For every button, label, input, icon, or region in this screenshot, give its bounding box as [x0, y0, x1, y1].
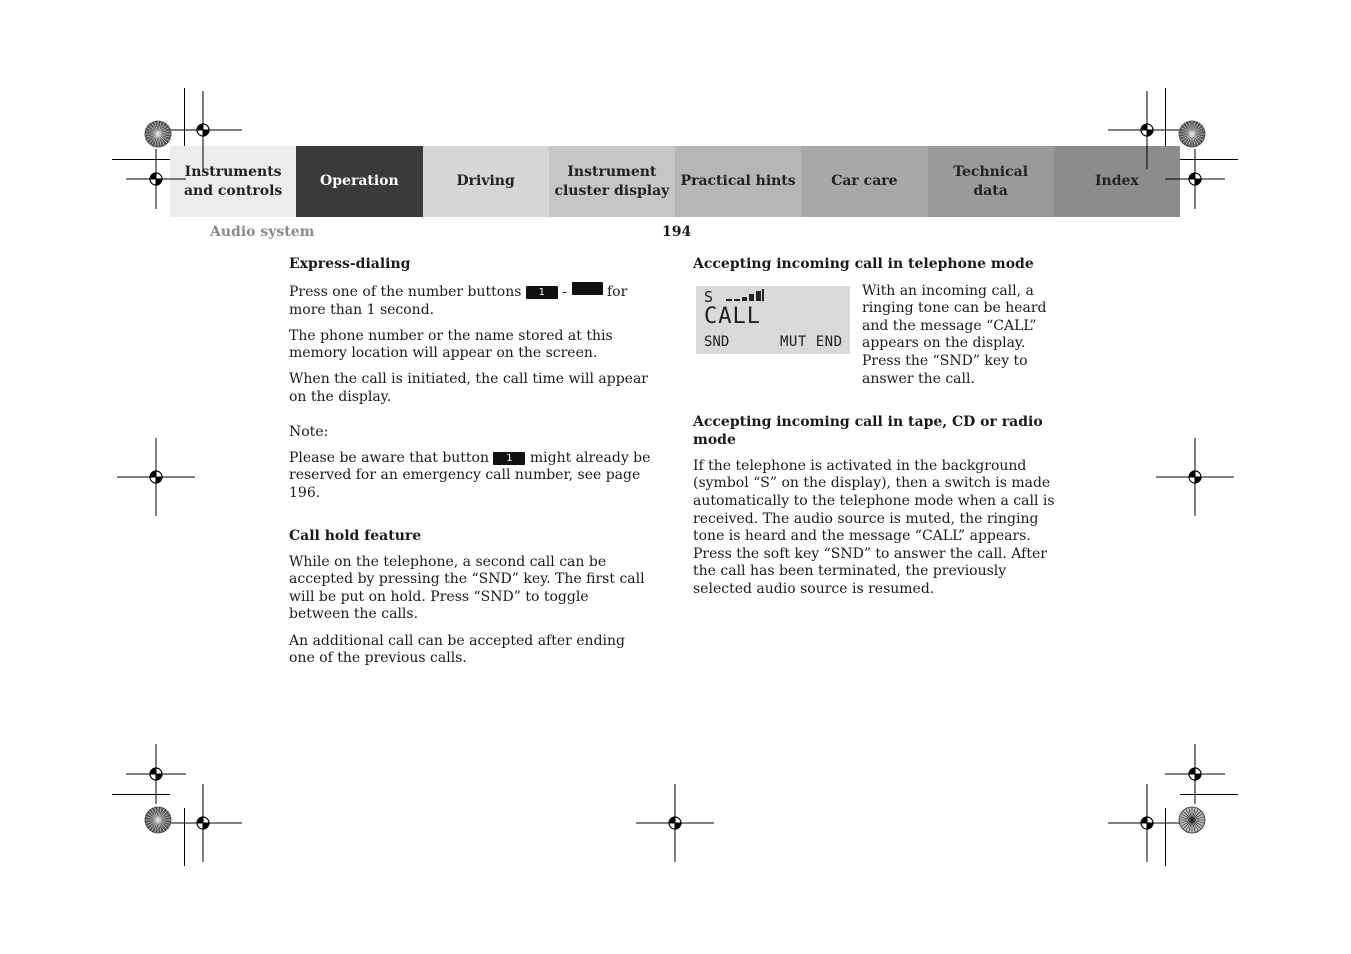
- number-key-last: [572, 282, 603, 295]
- page-number: 194: [662, 224, 692, 240]
- note-text-after: might already be reserved for an emergency call number, see page 196.: [289, 449, 651, 501]
- chapter-tabs: [170, 146, 1180, 217]
- express-dialing-heading: Express-dialing: [289, 256, 411, 272]
- tape-mode-heading: Accepting incoming call in tape, CD or radio mode: [693, 414, 1043, 448]
- note-text-before: Please be aware that button: [289, 449, 489, 466]
- call-hold-heading: Call hold feature: [289, 527, 422, 544]
- tape-mode-text: If the telephone is activated in the background (symbol “S” on the display), then a switch is made automatically to the telephone mode when a call is received. The audio source is muted, the ringing tone is heard and the message “CALL” appears. Press the soft key “SND” to answer the call. After the call has been terminated, the previously selected audio source is resumed.: [693, 457, 1055, 597]
- tab-instrument-cluster-display[interactable]: Instrument cluster display: [549, 146, 675, 217]
- registration-crosshair-icon: [1165, 149, 1225, 209]
- tab-instruments-and-controls[interactable]: Instruments and controls: [170, 146, 296, 217]
- express-dialing-memory-text: The phone number or the name stored at this memory location will appear on the screen.: [289, 327, 613, 362]
- tab-practical-hints[interactable]: Practical hints: [675, 146, 801, 217]
- display-soft-key-snd: SND: [704, 334, 730, 350]
- registration-rosette-icon: [1178, 120, 1206, 148]
- tab-car-care[interactable]: Car care: [801, 146, 927, 217]
- express-text-after: for more than 1 second.: [289, 284, 628, 318]
- express-dialing-instruction: [289, 282, 651, 319]
- call-hold-text-1: While on the telephone, a second call can be accepted by pressing the “SND” key. The first call will be put on hold. Press “SND” to toggle between the calls.: [289, 553, 645, 623]
- key-range-dash: -: [557, 284, 572, 301]
- display-call-text: CALL: [704, 304, 761, 329]
- display-soft-key-mut-end: MUT END: [780, 334, 843, 350]
- telephone-mode-text: With an incoming call, a ringing tone can be heard and the message “CALL” appears on the display. Press the “SND” key to answer the call.: [862, 282, 1047, 387]
- registration-rosette-icon: [1178, 806, 1206, 834]
- tab-index[interactable]: Index: [1054, 146, 1180, 217]
- registration-crosshair-icon: [1108, 784, 1186, 862]
- registration-crosshair-icon: [636, 784, 714, 862]
- number-key-1: 1: [526, 286, 558, 299]
- section-title: Audio system: [210, 224, 315, 240]
- left-column: [289, 256, 651, 676]
- note-text: [289, 450, 651, 503]
- tab-technical-data[interactable]: Technical data: [928, 146, 1054, 217]
- express-dialing-call-time-text: When the call is initiated, the call time will appear on the display.: [289, 371, 648, 406]
- phone-display: [696, 286, 850, 354]
- express-text-before: Press one of the number buttons: [289, 284, 522, 301]
- registration-crosshair-icon: [117, 438, 195, 516]
- registration-crosshair-icon: [126, 149, 186, 209]
- note-label: Note:: [289, 423, 329, 440]
- registration-rosette-icon: [144, 806, 172, 834]
- number-key-1-note: 1: [493, 452, 525, 465]
- telephone-mode-heading: Accepting incoming call in telephone mode: [693, 256, 1034, 272]
- call-hold-text-2: An additional call can be accepted after ending one of the previous calls.: [289, 632, 625, 667]
- tab-operation[interactable]: Operation: [296, 146, 422, 217]
- display-symbol-s: S: [704, 288, 715, 306]
- signal-strength-icon: [724, 289, 770, 303]
- registration-crosshair-icon: [164, 784, 242, 862]
- registration-rosette-icon: [144, 120, 172, 148]
- registration-crosshair-icon: [1156, 438, 1234, 516]
- tab-driving[interactable]: Driving: [423, 146, 549, 217]
